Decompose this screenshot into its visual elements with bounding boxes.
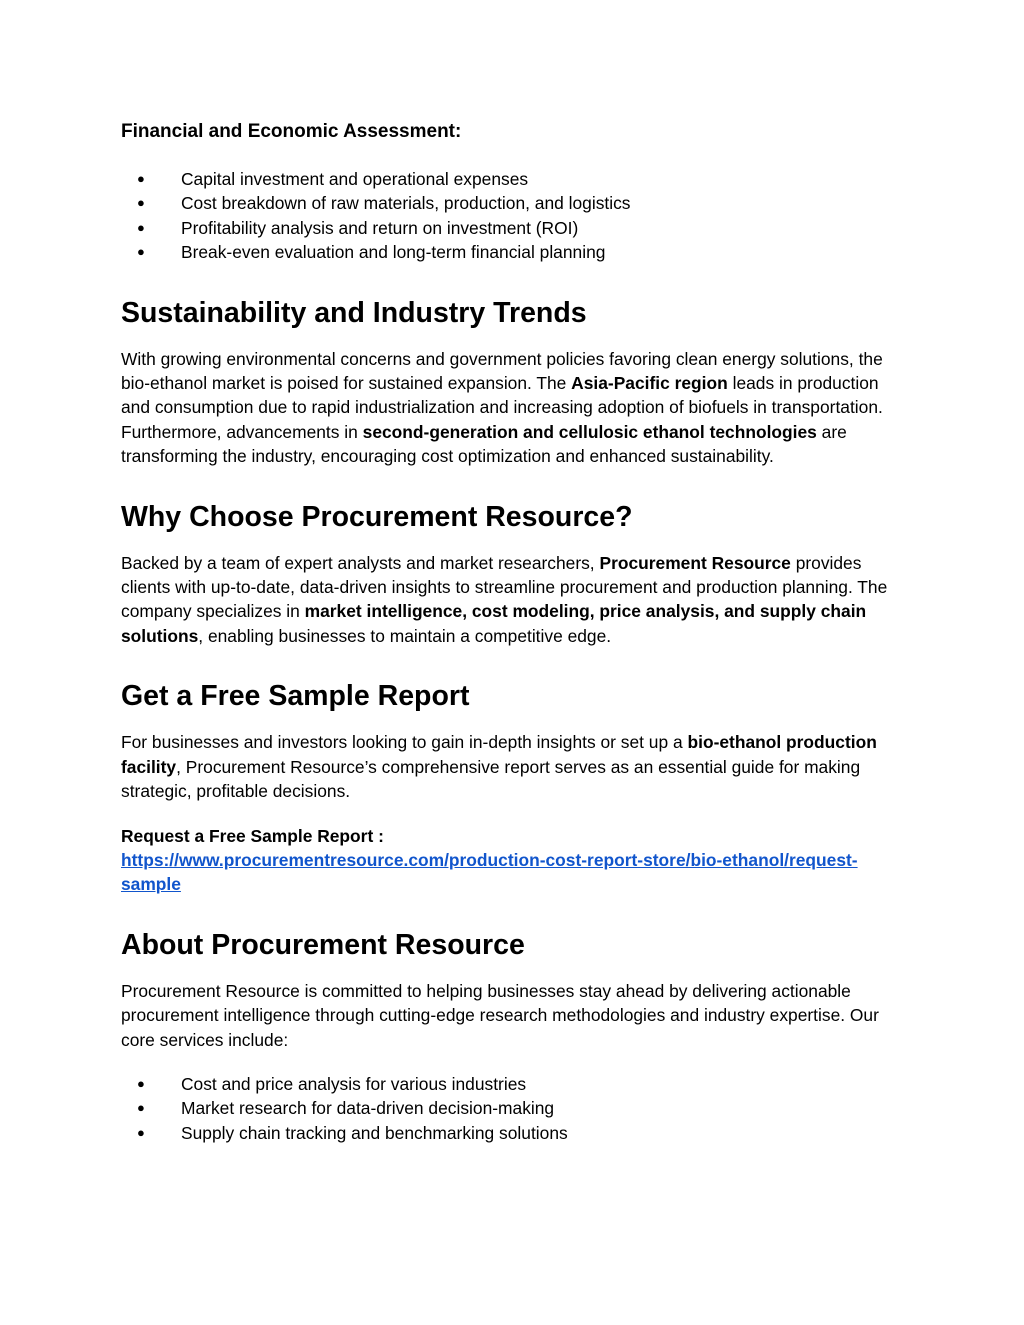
about-section [121,927,911,1145]
bold-text: market intelligence, cost modeling, price analysis, and supply chain solutions [121,601,867,646]
bold-text: second-generation and cellulosic ethanol technologies [362,421,817,442]
list-item [121,216,911,240]
page-content [121,118,911,1145]
list-item-text: Market research for data-driven decision-making [181,1098,555,1119]
bold-text: Asia-Pacific region [571,373,728,394]
sustainability-heading: Sustainability and Industry Trends [121,296,587,329]
text-span: provides clients with up-to-date, data-driven insights to streamline procurement and production planning. The company specializes in [121,552,888,622]
link-text[interactable]: https://www.procurementresource.com/production-cost-report-store/bio-ethanol/request- [121,849,858,870]
text-span: , enabling businesses to maintain a competitive edge. [198,625,612,646]
request-sample-label: Request a Free Sample Report : [121,825,384,846]
list-item [121,240,911,264]
link-text[interactable]: sample [121,874,181,895]
text-span: Backed by a team of expert analysts and market researchers, [121,552,600,573]
financial-section [121,118,911,265]
list-item-text: Cost and price analysis for various industries [181,1073,527,1094]
sample-paragraph [121,730,911,803]
sustainability-section [121,295,911,469]
bullet-icon: ● [137,1100,145,1116]
list-item-text: Break-even evaluation and long-term financial planning [181,242,606,263]
sustainability-paragraph [121,347,911,469]
bullet-icon: ● [137,219,145,235]
list-item-text: Profitability analysis and return on investment (ROI) [181,217,579,238]
list-item [121,1121,911,1145]
bold-text: bio-ethanol production facility [121,732,877,777]
why-section [121,499,911,649]
request-sample-block [121,824,911,897]
about-heading: About Procurement Resource [121,928,525,961]
bullet-icon: ● [137,171,145,186]
why-paragraph [121,551,911,649]
list-item-text: Supply chain tracking and benchmarking solutions [181,1122,568,1143]
bullet-icon: ● [137,195,145,211]
list-item-text: Cost breakdown of raw materials, production, and logistics [181,193,631,214]
list-item [121,1096,911,1120]
financial-heading: Financial and Economic Assessment: [121,121,462,142]
text-span: , Procurement Resource’s comprehensive report serves as an essential guide for making strategic, profitable decisions. [121,756,861,802]
request-sample-link[interactable] [121,850,858,894]
list-item-text: Capital investment and operational expenses [181,169,529,189]
sample-heading: Get a Free Sample Report [121,680,470,713]
about-paragraph: Procurement Resource is committed to helping businesses stay ahead by delivering actionable procurement intelligence through cutting-edge research methodologies and industry expertise. Our core services include: [121,980,879,1050]
text-span: leads in production and consumption due to rapid industrialization and increasing adoption of biofuels in transportation. Furthermore, advancements in [121,373,883,442]
list-item [121,191,911,215]
text-span: With growing environmental concerns and government policies favoring clean energy solutions, the bio-ethanol market is poised for sustained expansion. The [121,348,883,394]
financial-list [121,167,911,265]
bullet-icon: ● [137,1075,145,1091]
text-span: are transforming the industry, encouraging cost optimization and enhanced sustainability. [121,421,847,467]
sample-section [121,678,911,896]
bullet-icon: ● [137,1124,145,1140]
why-heading: Why Choose Procurement Resource? [121,500,633,533]
bold-text: Procurement Resource [599,552,791,573]
list-item [121,167,911,191]
text-span: For businesses and investors looking to gain in-depth insights or set up a [121,732,688,753]
bullet-icon: ● [137,244,145,260]
list-item [121,1072,911,1096]
about-list [121,1072,911,1145]
